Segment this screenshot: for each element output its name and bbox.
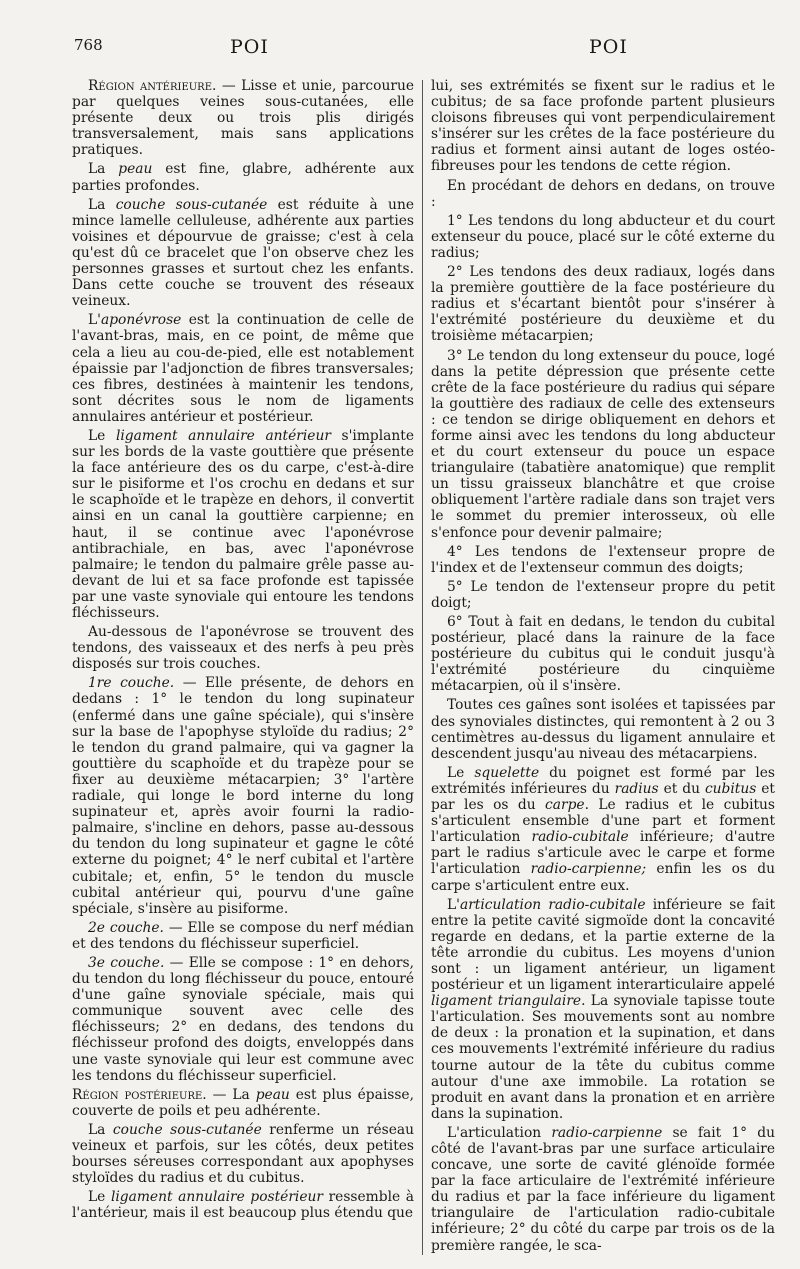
emphasis: peau — [118, 161, 153, 178]
emphasis: peau — [255, 1086, 290, 1103]
running-head-right: POI — [589, 36, 628, 58]
paragraph-text: s'implante sur les bords de la vaste gouttière que présente la face antérieure des os du carpe, c'est-à-dire sur le pisiforme et l'os crochu en dedans et sur le scaphoïde et le trapèze en dehors, il convertit ainsi en un canal la gouttière carpienne; en haut, il se continue avec l'aponévrose antibrachiale, en bas, avec l'aponévrose palmaire; le tendon du palmaire grêle passe au-devant de lui et sa face profonde est tapissée par une vaste synoviale qui entoure les tendons fléchisseurs. — [72, 427, 414, 621]
paragraph-text: — Elle se compose : 1° en dehors, du tendon du long fléchisseur du pouce, entouré d'une gaîne synoviale spéciale, mais qui communique souvent avec celle des fléchisseurs; 2° en dedans, des tendons du fléchisseur profond des doigts, enveloppés dans une vaste synoviale qui leur est commune avec les tendons du fléchisseur superficiel. — [72, 954, 414, 1084]
list-item: 1° Les tendons du long abducteur et du court extenseur du pouce, placé sur le côté externe du radius; — [431, 212, 775, 261]
emphasis: radio-carpienne; — [530, 861, 647, 878]
paragraph — [431, 1125, 775, 1254]
paragraph-text: inférieure se fait entre la petite cavité sigmoïde dont la concavité regarde en dedans, et la partie externe de la tête arrondie du cubitus. Les moyens d'union sont : un ligament antérieur, un ligament postérieur et un ligament interarticulaire appelé — [431, 896, 775, 994]
paragraph — [72, 920, 414, 952]
list-item: 2° Les tendons des deux radiaux, logés dans la première gouttière de la face postérieure du radius et s'écartant bientôt pour s'insérer à l'extrémité postérieure du deuxième et du troisième métacarpien; — [431, 264, 775, 345]
paragraph-text: est plus épaisse, couverte de poils et peu adhérente. — [72, 1086, 414, 1119]
list-item: 6° Tout à fait en dedans, le tendon du cubital postérieur, placé dans la rainure de la face postérieure du cubitus qui le conduit jusqu'à l'extrémité postérieure du cinquième métacarpien, où il s'insère. — [431, 614, 775, 695]
paragraph-text: est réduite à une mince lamelle celluleuse, adhérente aux parties voisines et dépourvue de graisse; c'est à cela qu'est dû ce bracelet que l'on observe chez les personnes grasses et surtout chez les enfants. Dans cette couche se trouvent des réseaux veineux. — [72, 196, 414, 310]
paragraph-text: Le — [447, 764, 475, 781]
emphasis: radius — [614, 780, 659, 797]
paragraph-text: La — [88, 1121, 113, 1138]
left-column — [72, 78, 414, 1263]
paragraph-text: du poignet est formé par les extrémités inférieures du — [431, 764, 775, 797]
paragraph-text: — Elle se compose du nerf médian et des tendons du fléchisseur superficiel. — [72, 919, 414, 952]
emphasis: couche sous-cutanée — [115, 196, 268, 213]
page-number: 768 — [74, 36, 103, 54]
paragraph — [72, 1189, 414, 1221]
emphasis: radio-carpienne — [551, 1124, 663, 1141]
list-item: 3° Le tendon du long extenseur du pouce, logé dans la petite dépression que présente cette crête de la face postérieure du radius qui sépare la gouttière des radiaux de celle des extenseurs : ce tendon se dirige obliquement en dehors et forme ainsi avec les tendons du long abducteur et du court extenseur du pouce un espace triangulaire (tabatière anatomique) que remplit un tissu graisseux blanchâtre et que croise obliquement l'artère radiale dans son trajet vers le sommet du premier interosseux, où elle s'enfonce pour devenir palmaire; — [431, 347, 775, 541]
paragraph — [72, 675, 414, 916]
emphasis: carpe — [545, 797, 585, 814]
paragraph-text: est la continuation de celle de l'avant-bras, mais, en ce point, de même que cela a lieu au cou-de-pied, elle est notablement épaissie par l'adjonction de fibres transversales; ces fibres, destinées à maintenir les tendons, sont décrites sous le nom de ligaments annulaires antérieur et postérieur. — [72, 312, 414, 425]
emphasis: squelette — [474, 764, 540, 781]
paragraph-text: inférieure; d'autre part le radius s'articule avec le carpe et forme l'articulation — [431, 829, 775, 878]
emphasis: couche sous-cutanée — [112, 1121, 262, 1138]
paragraph-text: La — [88, 161, 119, 178]
emphasis: 3e couche. — [88, 954, 165, 971]
emphasis: ligament annulaire postérieur — [110, 1189, 323, 1206]
list-item: 5° Le tendon de l'extenseur propre du petit doigt; — [431, 578, 775, 611]
paragraph — [72, 78, 414, 158]
paragraph-text: La — [88, 196, 116, 213]
paragraph-text: — Elle présente, de dehors en dedans : 1° le tendon du long supinateur (enfermé dans une gaîne spéciale), qui s'insère sur la base de l'apophyse styloïde du radius; 2° le tendon du grand palmaire, qui va gagner la gouttière du scaphoïde et du trapèze pour se fixer au deuxième métacarpien; 3° l'artère radiale, qui longe le bord interne du long supinateur et, après avoir fourni la radio-palmaire, s'incline en dehors, passe au-dessous du tendon du long supinateur et gagne le côté externe du poignet; 4° le nerf cubital et l'artère cubitale; et, enfin, 5° le tendon du muscle cubital antérieur qui, pourvu d'une gaîne spéciale, s'insère au pisiforme. — [72, 675, 414, 917]
column-divider — [422, 80, 423, 1255]
paragraph-text: L' — [447, 896, 460, 913]
paragraph-text: . Le radius et le cubitus s'articulent ensemble d'une part et forment l'articulation — [431, 797, 775, 846]
paragraph — [431, 897, 775, 1122]
paragraph-text: L'articulation — [447, 1124, 552, 1141]
paragraph — [72, 197, 414, 310]
section-heading: Région postérieure. — [72, 1086, 207, 1103]
right-column — [431, 78, 775, 1263]
emphasis: aponévrose — [100, 312, 182, 329]
emphasis: cubitus — [704, 780, 757, 797]
paragraph-text: L' — [88, 312, 101, 329]
paragraph-text: ressemble à l'antérieur, mais il est beaucoup plus étendu que — [72, 1189, 414, 1222]
emphasis: articulation radio-cubitale — [459, 896, 646, 913]
paragraph — [72, 428, 414, 621]
running-head-left: POI — [230, 36, 269, 58]
paragraph — [431, 765, 775, 894]
paragraph: Toutes ces gaînes sont isolées et tapissées par des synoviales distinctes, qui remontent à 2 ou 3 centimètres au-dessus du ligament annulaire et descendent jusqu'au niveau des métacarpiens. — [431, 697, 775, 762]
paragraph: Au-dessous de l'aponévrose se trouvent des tendons, des vaisseaux et des nerfs à peu près disposés sur trois couches. — [72, 624, 414, 673]
paragraph — [72, 955, 414, 1084]
paragraph-text: enfin les os du carpe s'articulent entre eux. — [431, 861, 775, 894]
page-header — [74, 36, 776, 66]
paragraph — [72, 312, 414, 425]
emphasis: 1re couche. — [88, 675, 175, 692]
paragraph-text: . La synoviale tapisse toute l'articulation. Ses mouvements sont au nombre de deux : la pronation et la supination, et dans ces mouvements l'extrémité inférieure du radius tourne autour de la tête du cubitus comme autour d'une axe immobile. La rotation se produit en avant dans la pronation et en arrière dans la supination. — [431, 993, 775, 1122]
paragraph-text: — La — [206, 1086, 256, 1103]
emphasis: radio-cubitale — [531, 829, 629, 846]
paragraph-text: est fine, glabre, adhérente aux parties profondes. — [72, 161, 414, 194]
paragraph: lui, ses extrémités se fixent sur le radius et le cubitus; de sa face profonde partent plusieurs cloisons fibreuses qui vont perpendiculairement s'insérer sur les crêtes de la face postérieure du radius et forment ainsi autant de loges ostéo-fibreuses pour les tendons de cette région. — [431, 78, 775, 175]
paragraph: En procédant de dehors en dedans, on trouve : — [431, 177, 775, 210]
emphasis: ligament annulaire antérieur — [115, 427, 331, 444]
paragraph-text: — Lisse et unie, parcourue par quelques veines sous-cutanées, elle présente deux ou trois plis dirigés transversalement, mais sans applications pratiques. — [72, 78, 414, 159]
paragraph-text: renferme un réseau veineux et parfois, sur les côtés, deux petites bourses séreuses correspondant aux apophyses styloïdes du radius et du cubitus. — [72, 1121, 414, 1187]
paragraph-text: et du — [658, 780, 705, 797]
emphasis: ligament triangulaire — [431, 993, 582, 1010]
emphasis: 2e couche. — [88, 919, 164, 936]
paragraph — [72, 1087, 414, 1119]
paragraph-text: Le — [88, 1189, 111, 1206]
paragraph — [72, 1122, 414, 1186]
paragraph-text: et par les os du — [431, 780, 775, 814]
list-item: 4° Les tendons de l'extenseur propre de l'index et de l'extenseur commun des doigts; — [431, 543, 775, 576]
paragraph — [72, 161, 414, 193]
section-heading: Région antérieure. — [88, 78, 217, 94]
paragraph-text: Le — [88, 427, 116, 444]
paragraph-text: se fait 1° du côté de l'avant-bras par une surface articulaire concave, une sorte de cavité glénoïde formée par la face articulaire de l'extrémité inférieure du radius et par la face inférieure du ligament triangulaire de l'articulation radio-cubitale inférieure; 2° du côté du carpe par trois os de la première rangée, le sca- — [431, 1124, 775, 1254]
